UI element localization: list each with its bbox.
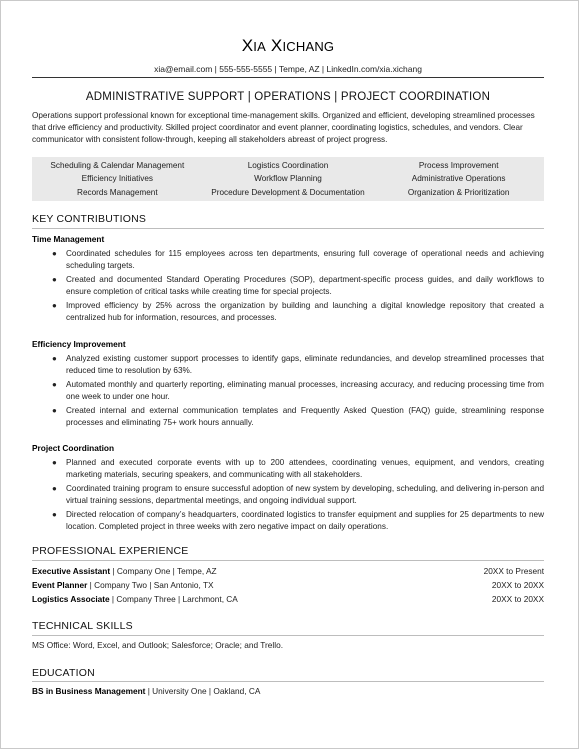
job-title: Event Planner — [32, 580, 88, 590]
bullet-icon: ● — [52, 406, 57, 415]
list-item — [32, 457, 544, 481]
name-initial-last: X — [270, 36, 283, 55]
name-rest-first: IA — [253, 39, 266, 54]
bullet-text: Analyzed existing customer support processes to identify gaps, eliminate redundancies, and develop streamlined processes that reduced time to resolution by 63%. — [66, 354, 544, 375]
section-title-education: EDUCATION — [32, 667, 95, 679]
candidate-name — [32, 36, 544, 56]
bullet-text: Created and documented Standard Operating Procedures (SOP), department-specific process guides, and daily workflows to ensure completion of critical tasks while creating time for special projects. — [66, 275, 544, 296]
skill-item: Workflow Planning — [254, 174, 322, 184]
job-details: | Company Three | Larchmont, CA — [109, 594, 238, 604]
bullet-text: Coordinated schedules for 115 employees across ten departments, ensuring full coverage of operational needs and achieving scheduling targets. — [66, 249, 544, 270]
job-row — [32, 594, 544, 604]
job-title: Executive Assistant — [32, 566, 111, 576]
subheading-efficiency-improvement: Efficiency Improvement — [32, 339, 126, 349]
list-item — [32, 300, 544, 324]
education-details: | University One | Oakland, CA — [145, 686, 261, 696]
subheading-project-coordination: Project Coordination — [32, 443, 115, 453]
bullet-text: Directed relocation of company’s headquarters, coordinated logistics to transfer equipment and supplies for 25 departments to new location. Completed project in three weeks with zero negative impact on daily operations. — [66, 510, 544, 531]
job-dates: 20XX to Present — [483, 566, 544, 576]
job-row — [32, 566, 544, 576]
skill-item: Records Management — [77, 187, 158, 197]
technical-skills-text: MS Office: Word, Excel, and Outlook; Salesforce; Oracle; and Trello. — [32, 640, 284, 650]
skill-item: Process Improvement — [418, 161, 499, 170]
job-dates: 20XX to 20XX — [491, 580, 544, 590]
name-rest-last: ICHANG — [282, 39, 335, 54]
section-title-technical: TECHNICAL SKILLS — [32, 620, 133, 632]
name-initial-first: X — [241, 36, 254, 55]
list-item — [32, 405, 544, 429]
list-item — [32, 379, 544, 403]
skills-grid — [32, 159, 544, 199]
bullet-text: Improved efficiency by 25% across the organization by building and launching a digital knowledge repository that created a centralized hub for information, resources, and processes. — [66, 301, 544, 322]
bullet-text: Automated monthly and quarterly reporting, eliminating manual processes, increasing accuracy, and reducing processing time from one week to under one hour. — [66, 380, 544, 401]
header-divider — [32, 77, 544, 78]
contact-line: xia@email.com | 555-555-5555 | Tempe, AZ | LinkedIn.com/xia.xichang — [154, 64, 422, 74]
bullet-icon: ● — [52, 275, 57, 284]
bullet-list-project-coordination — [32, 457, 544, 535]
skills-box — [32, 157, 544, 201]
bullet-text: Planned and executed corporate events with up to 200 attendees, coordinating venues, equipment, and vendors, creating marketing materials, securing speakers, and communicating with all stakeholders. — [66, 458, 544, 479]
section-divider — [32, 681, 544, 682]
job-details: | Company One | Tempe, AZ — [110, 566, 217, 576]
bullet-text: Coordinated training program to ensure successful adoption of new system by developing, scheduling, and delivering in-person and virtual training sessions, departmental meetings, and ongoing individual support. — [66, 484, 544, 505]
list-item — [32, 274, 544, 298]
skill-item: Administrative Operations — [411, 174, 506, 184]
section-title-contributions: KEY CONTRIBUTIONS — [32, 213, 147, 225]
bullet-icon: ● — [52, 484, 57, 493]
skill-item: Scheduling & Calendar Management — [50, 161, 185, 170]
education-row — [32, 686, 260, 696]
list-item — [32, 483, 544, 507]
section-divider — [32, 560, 544, 561]
job-dates: 20XX to 20XX — [491, 594, 544, 604]
list-item — [32, 248, 544, 272]
skill-item: Procedure Development & Documentation — [211, 187, 365, 197]
bullet-icon: ● — [52, 510, 57, 519]
bullet-icon: ● — [52, 301, 57, 310]
section-divider — [32, 635, 544, 636]
job-details: | Company Two | San Antonio, TX — [87, 580, 214, 590]
subheading-time-management: Time Management — [32, 234, 105, 244]
skill-item: Efficiency Initiatives — [81, 174, 153, 184]
bullet-text: Created internal and external communication templates and Frequently Asked Question (FAQ) guide, streamlining response processes and eliminating 75+ work hours annually. — [66, 406, 544, 427]
degree: BS in Business Management — [32, 686, 146, 696]
job-row — [32, 580, 544, 590]
headline: ADMINISTRATIVE SUPPORT | OPERATIONS | PROJECT COORDINATION — [85, 91, 491, 103]
list-item — [32, 353, 544, 377]
bullet-list-efficiency-improvement — [32, 353, 544, 431]
bullet-icon: ● — [52, 458, 57, 467]
job-title: Logistics Associate — [32, 594, 110, 604]
section-divider — [32, 228, 544, 229]
bullet-icon: ● — [52, 249, 57, 258]
skill-item: Organization & Prioritization — [407, 187, 510, 197]
bullet-list-time-management — [32, 248, 544, 326]
bullet-icon: ● — [52, 354, 57, 363]
section-title-experience: PROFESSIONAL EXPERIENCE — [32, 545, 189, 557]
bullet-icon: ● — [52, 380, 57, 389]
skill-item: Logistics Coordination — [247, 161, 329, 170]
summary: Operations support professional known for exceptional time-management skills. Organized and efficient, developing streamlined processes that drive efficiency and productivity. Skilled project coordinator and event planner, coordinating logistics, schedules, and vendors. Clear communicator with consistent follow-through, keeping all stakeholders abreast of project progress. — [32, 111, 535, 144]
list-item — [32, 509, 544, 533]
